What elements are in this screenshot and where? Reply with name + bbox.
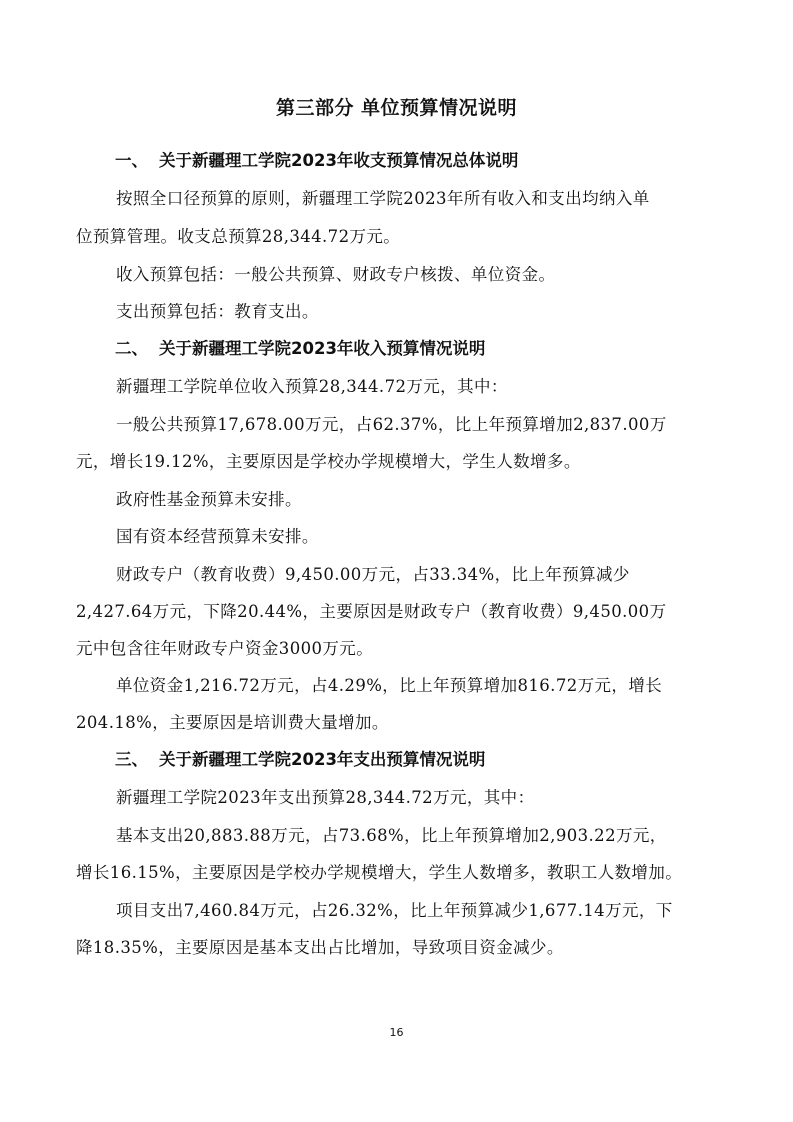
paragraph-line: 单位资金1,216.72万元，占4.29%，比上年预算增加816.72万元，增长 — [116, 676, 663, 695]
section-heading-1 — [115, 149, 518, 173]
paragraph-line: 降18.35%，主要原因是基本支出占比增加，导致项目资金减少。 — [76, 938, 564, 957]
paragraph-line: 项目支出7,460.84万元，占26.32%，比上年预算减少1,677.14万元，下 — [116, 901, 673, 920]
paragraph-line: 基本支出20,883.88万元，占73.68%，比上年预算增加2,903.22万元， — [116, 826, 667, 845]
paragraph-line: 收入预算包括：一般公共预算、财政专户核拨、单位资金。 — [116, 265, 556, 284]
section-title: 关于新疆理工学院2023年支出预算情况说明 — [159, 750, 486, 769]
paragraph-line: 新疆理工学院单位收入预算28,344.72万元，其中： — [116, 377, 508, 396]
paragraph-line: 新疆理工学院2023年支出预算28,344.72万元，其中： — [116, 788, 535, 807]
paragraph-line: 政府性基金预算未安排。 — [116, 490, 302, 509]
page-title: 第三部分 单位预算情况说明 — [275, 97, 518, 119]
section-title: 关于新疆理工学院2023年收支预算情况总体说明 — [159, 151, 519, 170]
section-number: 三、 — [115, 750, 148, 769]
paragraph-line: 一般公共预算17,678.00万元，占62.37%，比上年预算增加2,837.00万 — [116, 415, 667, 434]
page-number: 16 — [389, 1026, 404, 1039]
paragraph-line: 支出预算包括：教育支出。 — [116, 302, 319, 321]
paragraph-line: 位预算管理。收支总预算28,344.72万元。 — [76, 227, 401, 246]
paragraph-line: 204.18%，主要原因是培训费大量增加。 — [76, 713, 389, 732]
paragraph-line: 国有资本经营预算未安排。 — [116, 527, 319, 546]
section-heading-3 — [115, 748, 485, 772]
section-title: 关于新疆理工学院2023年收入预算情况说明 — [159, 339, 486, 358]
paragraph-line: 增长16.15%，主要原因是学校办学规模增大，学生人数增多，教职工人数增加。 — [76, 863, 683, 882]
paragraph-line: 元，增长19.12%，主要原因是学校办学规模增大，学生人数增多。 — [76, 452, 581, 471]
paragraph-line: 元中包含往年财政专户资金3000万元。 — [76, 639, 374, 658]
section-number: 二、 — [115, 339, 148, 358]
paragraph-line: 2,427.64万元，下降20.44%，主要原因是财政专户（教育收费）9,450.00万 — [76, 602, 667, 621]
paragraph-line: 按照全口径预算的原则，新疆理工学院2023年所有收入和支出均纳入单 — [116, 189, 650, 208]
section-number: 一、 — [115, 151, 148, 170]
paragraph-line: 财政专户（教育收费）9,450.00万元，占33.34%，比上年预算减少 — [116, 565, 630, 584]
section-heading-2 — [115, 337, 485, 361]
